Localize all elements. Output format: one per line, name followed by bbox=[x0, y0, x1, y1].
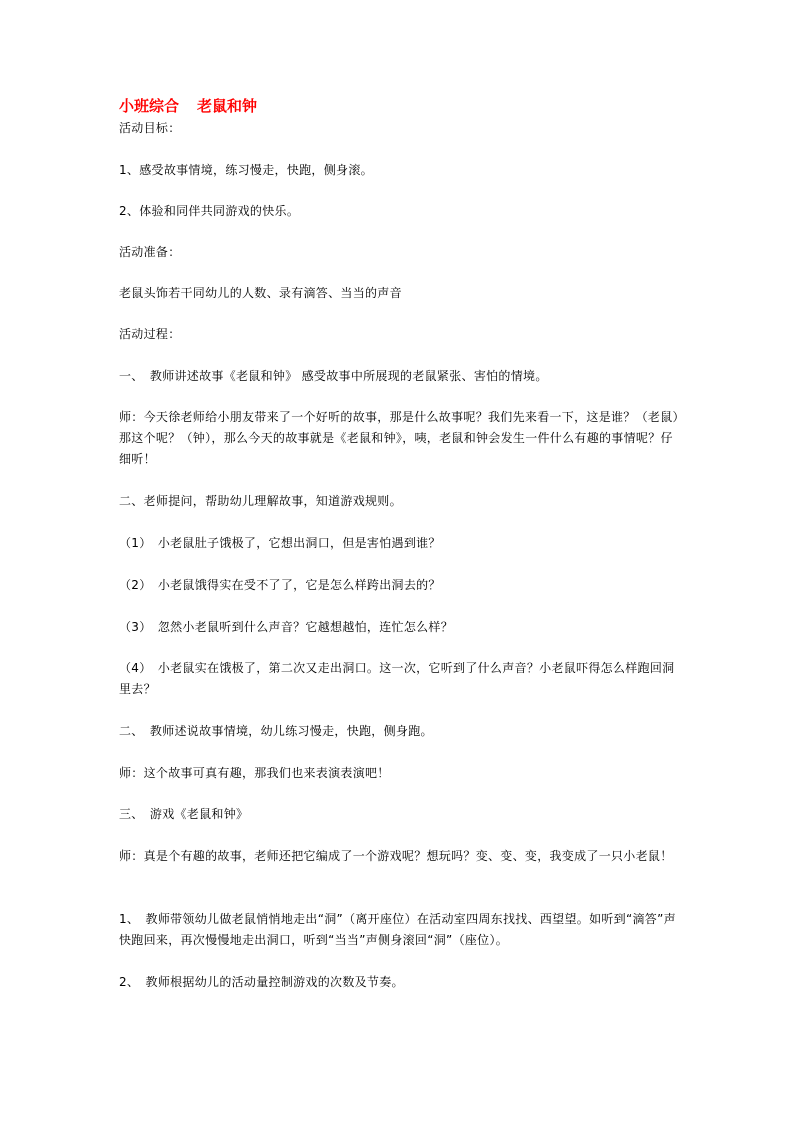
process-step-1: 一、 教师讲述故事《老鼠和钟》 感受故事中所展现的老鼠紧张、害怕的情境。 bbox=[119, 369, 548, 383]
process-step-2: 二、老师提问，帮助幼儿理解故事，知道游戏规则。 bbox=[119, 494, 402, 508]
goal-item-2: 2、体验和同伴共同游戏的快乐。 bbox=[119, 204, 300, 218]
process-step-2b: 二、 教师述说故事情境，幼儿练习慢走，快跑，侧身跑。 bbox=[119, 724, 433, 738]
section-heading-preparation: 活动准备： bbox=[119, 245, 181, 259]
process-step-3: 三、 游戏《老鼠和钟》 bbox=[119, 807, 249, 821]
question-2: （2） 小老鼠饿得实在受不了了，它是怎么样跨出洞去的？ bbox=[119, 578, 441, 592]
section-heading-goals: 活动目标： bbox=[119, 121, 181, 135]
question-4: （4） 小老鼠实在饿极了，第二次又走出洞口。这一次，它听到了什么声音？小老鼠吓得怎么样跑回洞里去？ bbox=[119, 661, 675, 696]
question-3: （3） 忽然小老鼠听到什么声音？它越想越怕，连忙怎么样？ bbox=[119, 620, 454, 634]
page-title bbox=[119, 96, 257, 116]
question-1: （1） 小老鼠肚子饿极了，它想出洞口，但是害怕遇到谁？ bbox=[119, 536, 441, 550]
game-rule-2: 2、 教师根据幼儿的活动量控制游戏的次数及节奏。 bbox=[119, 975, 404, 989]
preparation-text: 老鼠头饰若干同幼儿的人数、录有滴答、当当的声音 bbox=[119, 286, 402, 300]
teacher-dialogue-1: 师：今天徐老师给小朋友带来了一个好听的故事，那是什么故事呢？我们先来看一下，这是谁？（老鼠）那这个呢？（钟），那么今天的故事就是《老鼠和钟》，咦，老鼠和钟会发生一件什么有趣的事情呢？仔细听！ bbox=[119, 410, 679, 466]
teacher-dialogue-2: 师：这个故事可真有趣，那我们也来表演表演吧！ bbox=[119, 766, 390, 780]
section-heading-process: 活动过程： bbox=[119, 327, 181, 341]
teacher-dialogue-3: 师：真是个有趣的故事，老师还把它编成了一个游戏呢？想玩吗？变、变、变，我变成了一只小老鼠！ bbox=[119, 849, 673, 863]
game-rule-1: 1、 教师带领幼儿做老鼠悄悄地走出“洞”（离开座位）在活动室四周东找找、西望望。如听到“滴答”声快跑回来，再次慢慢地走出洞口，听到“当当”声侧身滚回“洞”（座位）。 bbox=[119, 912, 676, 947]
title-part-2: 老鼠和钟 bbox=[197, 97, 258, 115]
title-part-1: 小班综合 bbox=[119, 97, 180, 115]
goal-item-1: 1、感受故事情境，练习慢走，快跑，侧身滚。 bbox=[119, 163, 373, 177]
